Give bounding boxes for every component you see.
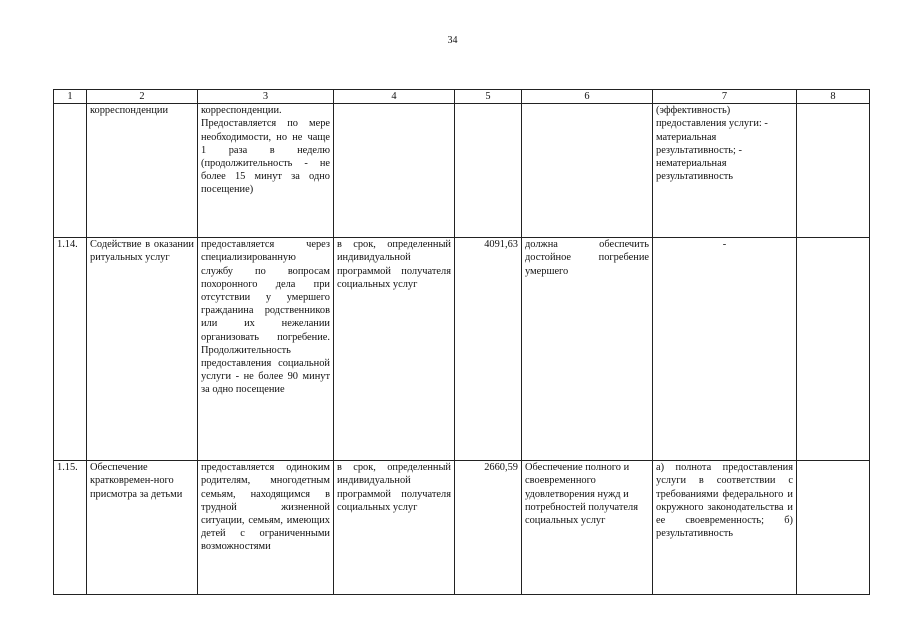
service-term: в срок, определенный индивидуальной программой получателя социальных услуг	[334, 461, 455, 595]
header-row	[54, 90, 870, 104]
row-number	[54, 104, 87, 238]
header-cell-5: 5	[455, 90, 522, 104]
service-result	[522, 104, 653, 238]
header-cell-8: 8	[797, 90, 870, 104]
service-price: 2660,59	[455, 461, 522, 595]
service-term	[334, 104, 455, 238]
service-name: Обеспечение кратковремен-ного присмотра за детьми	[87, 461, 198, 595]
row-number: 1.14.	[54, 238, 87, 461]
service-term: в срок, определенный индивидуальной программой получателя социальных услуг	[334, 238, 455, 461]
header-cell-3: 3	[198, 90, 334, 104]
table-row	[54, 104, 870, 238]
service-description: корреспонденции. Предоставляется по мере необходимости, но не чаще 1 раза в неделю (продолжительность - не более 15 минут за одно посещение)	[198, 104, 334, 238]
table-row	[54, 461, 870, 595]
service-result: Обеспечение полного и своевременного удовлетворения нужд и потребностей получателя социальных услуг	[522, 461, 653, 595]
service-notes	[797, 461, 870, 595]
service-name: Содействие в оказании ритуальных услуг	[87, 238, 198, 461]
header-cell-2: 2	[87, 90, 198, 104]
service-name: корреспонденции	[87, 104, 198, 238]
header-cell-6: 6	[522, 90, 653, 104]
header-cell-7: 7	[653, 90, 797, 104]
service-description: предоставляется через специализированную службу по вопросам похоронного дела при отсутствии у умершего гражданина родственников или их нежелании организовать погребение. Продолжительность предоставления социальной услуги - не более 90 минут за одно посещение	[198, 238, 334, 461]
services-table	[53, 89, 870, 595]
service-description: предоставляется одиноким родителям, многодетным семьям, находящимся в трудной жизненной ситуации, семьям, имеющих детей с ограниченными возможностями	[198, 461, 334, 595]
page-number: 34	[447, 35, 458, 46]
service-price	[455, 104, 522, 238]
row-number: 1.15.	[54, 461, 87, 595]
service-result: должна обеспечить достойное погребение умершего	[522, 238, 653, 461]
service-price: 4091,63	[455, 238, 522, 461]
service-quality: -	[653, 238, 797, 461]
service-notes	[797, 238, 870, 461]
header-cell-4: 4	[334, 90, 455, 104]
service-quality: а) полнота предоставления услуги в соответствии с требованиями федерального и окружного законодательства и ее своевременность; б) результативность	[653, 461, 797, 595]
service-notes	[797, 104, 870, 238]
service-quality: (эффективность) предоставления услуги: - материальная результативность; - нематериальная результативность	[653, 104, 797, 238]
header-cell-1: 1	[54, 90, 87, 104]
table-row	[54, 238, 870, 461]
